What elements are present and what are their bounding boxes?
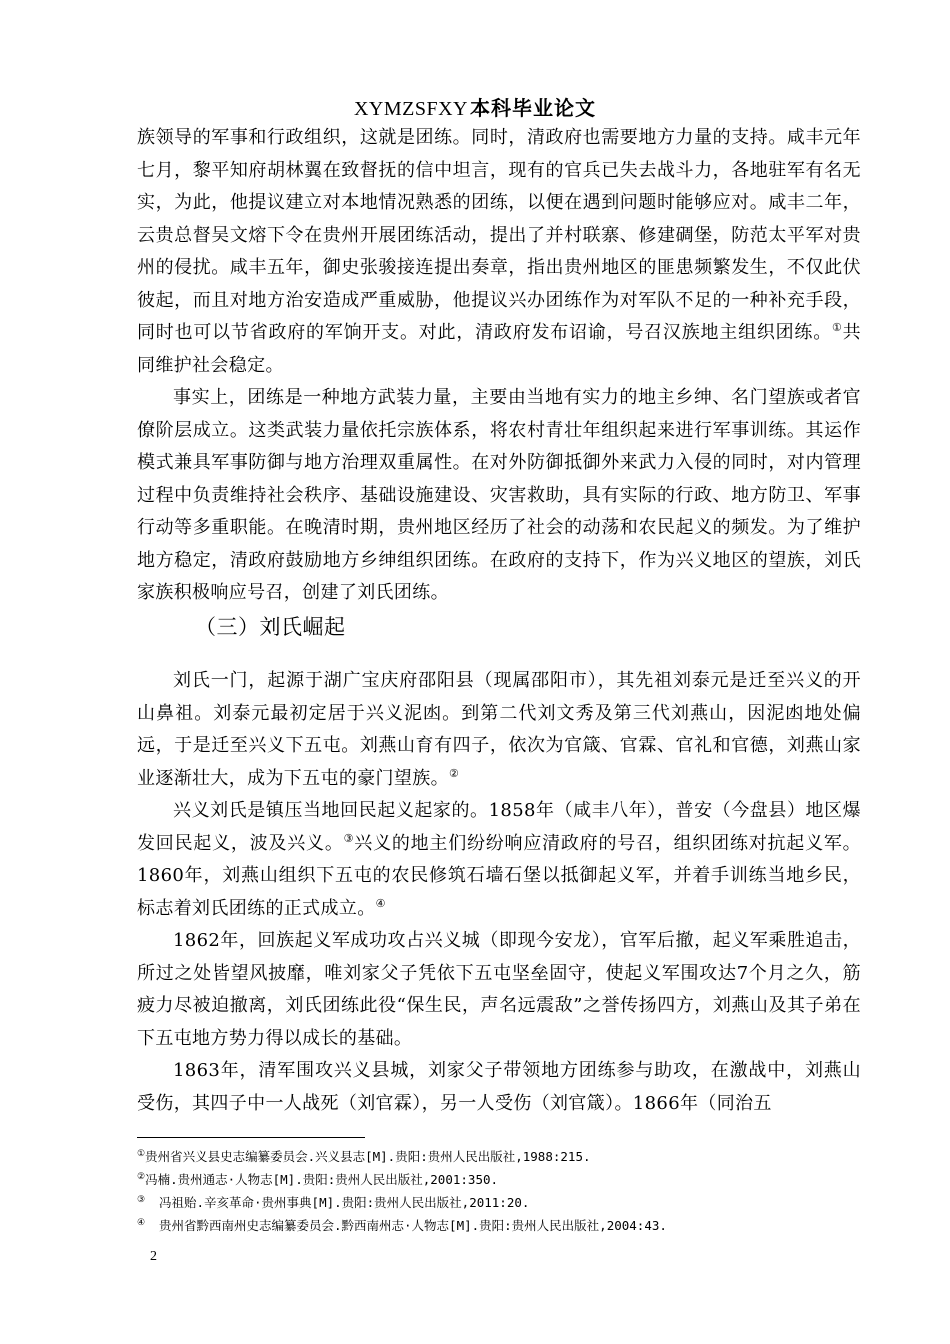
page-number: 2 — [150, 1249, 157, 1264]
footnote-1: ①贵州省兴义县史志编纂委员会.兴义县志[M].贵阳:贵州人民出版社,1988:215. — [137, 1149, 591, 1164]
footnote-2: ②冯楠.贵州通志·人物志[M].贵阳:贵州人民出版社,2001:350. — [137, 1172, 499, 1187]
footnote-text: 贵州省黔西南州史志编纂委员会.黔西南州志·人物志[M].贵阳:贵州人民出版社,2004:43. — [159, 1218, 667, 1233]
body-text-top — [137, 122, 861, 610]
paragraph-1 — [137, 122, 861, 382]
footnote-text: 冯祖贻.辛亥革命·贵州事典[M].贵阳:贵州人民出版社,2011:20. — [159, 1195, 530, 1210]
header-code: XYMZSFXY — [353, 98, 469, 120]
paragraph-3 — [137, 665, 861, 795]
paragraph-4-part-1: 兴义刘氏是镇压当地回民起义起家的。1858年（咸丰八年），普安（今盘县）地区爆发回民起义，波及兴义。 — [137, 800, 861, 854]
paragraph-2: 事实上，团练是一种地方武装力量，主要由当地有实力的地主乡绅、名门望族或者官僚阶层成立。这类武装力量依托宗族体系，将农村青壮年组织起来进行军事训练。其运作模式兼具军事防御与地方治理双重属性。在对外防御抵御外来武力入侵的同时，对内管理过程中负责维持社会秩序、基础设施建设、灾害救助，具有实际的行政、地方防卫、军事行动等多重职能。在晚清时期，贵州地区经历了社会的动荡和农民起义的频发。为了维护地方稳定，清政府鼓励地方乡绅组织团练。在政府的支持下，作为兴义地区的望族，刘氏家族积极响应号召，创建了刘氏团练。 — [137, 387, 861, 603]
body-text-bottom — [137, 665, 861, 1120]
paragraph-1-tail: 共同维护社会稳定。 — [137, 322, 861, 376]
paragraph-6: 1863年，清军围攻兴义县城，刘家父子带领地方团练参与助攻，在激战中，刘燕山受伤，其四子中一人战死（刘官霖），另一人受伤（刘官箴）。1866年（同治五 — [137, 1060, 861, 1114]
header-title: 本科毕业论文 — [470, 96, 597, 120]
footnote-text: 冯楠.贵州通志·人物志[M].贵阳:贵州人民出版社,2001:350. — [145, 1172, 499, 1187]
paragraph-4-part-2: 兴义的地主们纷纷响应清政府的号召，组织团练对抗起义军。1860年，刘燕山组织下五屯的农民修筑石墙石堡以抵御起义军，并着手训练当地乡民，标志着刘氏团练的正式成立。 — [137, 832, 861, 919]
footnotes — [137, 1145, 877, 1237]
paragraph-4 — [137, 795, 861, 925]
footnote-ref-3[interactable]: ③ — [343, 831, 355, 845]
footnote-3: ③ 冯祖贻.辛亥革命·贵州事典[M].贵阳:贵州人民出版社,2011:20. — [137, 1195, 530, 1210]
footnote-4: ④ 贵州省黔西南州史志编纂委员会.黔西南州志·人物志[M].贵阳:贵州人民出版社,2004:43. — [137, 1218, 667, 1233]
page-header — [0, 95, 950, 122]
footnote-separator — [137, 1137, 365, 1138]
footnote-text: 贵州省兴义县史志编纂委员会.兴义县志[M].贵阳:贵州人民出版社,1988:215. — [145, 1149, 591, 1164]
footnote-ref-1[interactable]: ① — [831, 321, 843, 334]
footnote-ref-2[interactable]: ② — [448, 766, 460, 780]
paragraph-3-text: 刘氏一门，起源于湖广宝庆府邵阳县（现属邵阳市），其先祖刘泰元是迁至兴义的开山鼻祖。刘泰元最初定居于兴义泥凼。到第二代刘文秀及第三代刘燕山，因泥凼地处偏远，于是迁至兴义下五屯。刘燕山育有四子，依次为官箴、官霖、官礼和官德，刘燕山家业逐渐壮大，成为下五屯的豪门望族。 — [137, 670, 861, 789]
paragraph-5: 1862年，回族起义军成功攻占兴义城（即现今安龙），官军后撤，起义军乘胜追击，所过之处皆望风披靡，唯刘家父子凭依下五屯坚垒固守，使起义军围攻达7个月之久，筋疲力尽被迫撤离，刘氏团练此役“保生民，声名远震敌”之誉传扬四方，刘燕山及其子弟在下五屯地方势力得以成长的基础。 — [137, 930, 861, 1049]
paragraph-1-text: 族领导的军事和行政组织，这就是团练。同时，清政府也需要地方力量的支持。咸丰元年七月，黎平知府胡林翼在致督抚的信中坦言，现有的官兵已失去战斗力，各地驻军有名无实，为此，他提议建立对本地情况熟悉的团练，以便在遇到问题时能够应对。咸丰二年，云贵总督吴文熔下令在贵州开展团练活动，提出了并村联寨、修建碉堡，防范太平军对贵州的侵扰。咸丰五年，御史张骏接连提出奏章，指出贵州地区的匪患频繁发生，不仅此伏彼起，而且对地方治安造成严重威胁，他提议兴办团练作为对军队不足的一种补充手段，同时也可以节省政府的军饷开支。对此，清政府发布诏谕，号召汉族地主组织团练。 — [137, 127, 861, 343]
section-heading: （三）刘氏崛起 — [195, 615, 346, 639]
footnote-ref-4[interactable]: ④ — [375, 896, 386, 910]
